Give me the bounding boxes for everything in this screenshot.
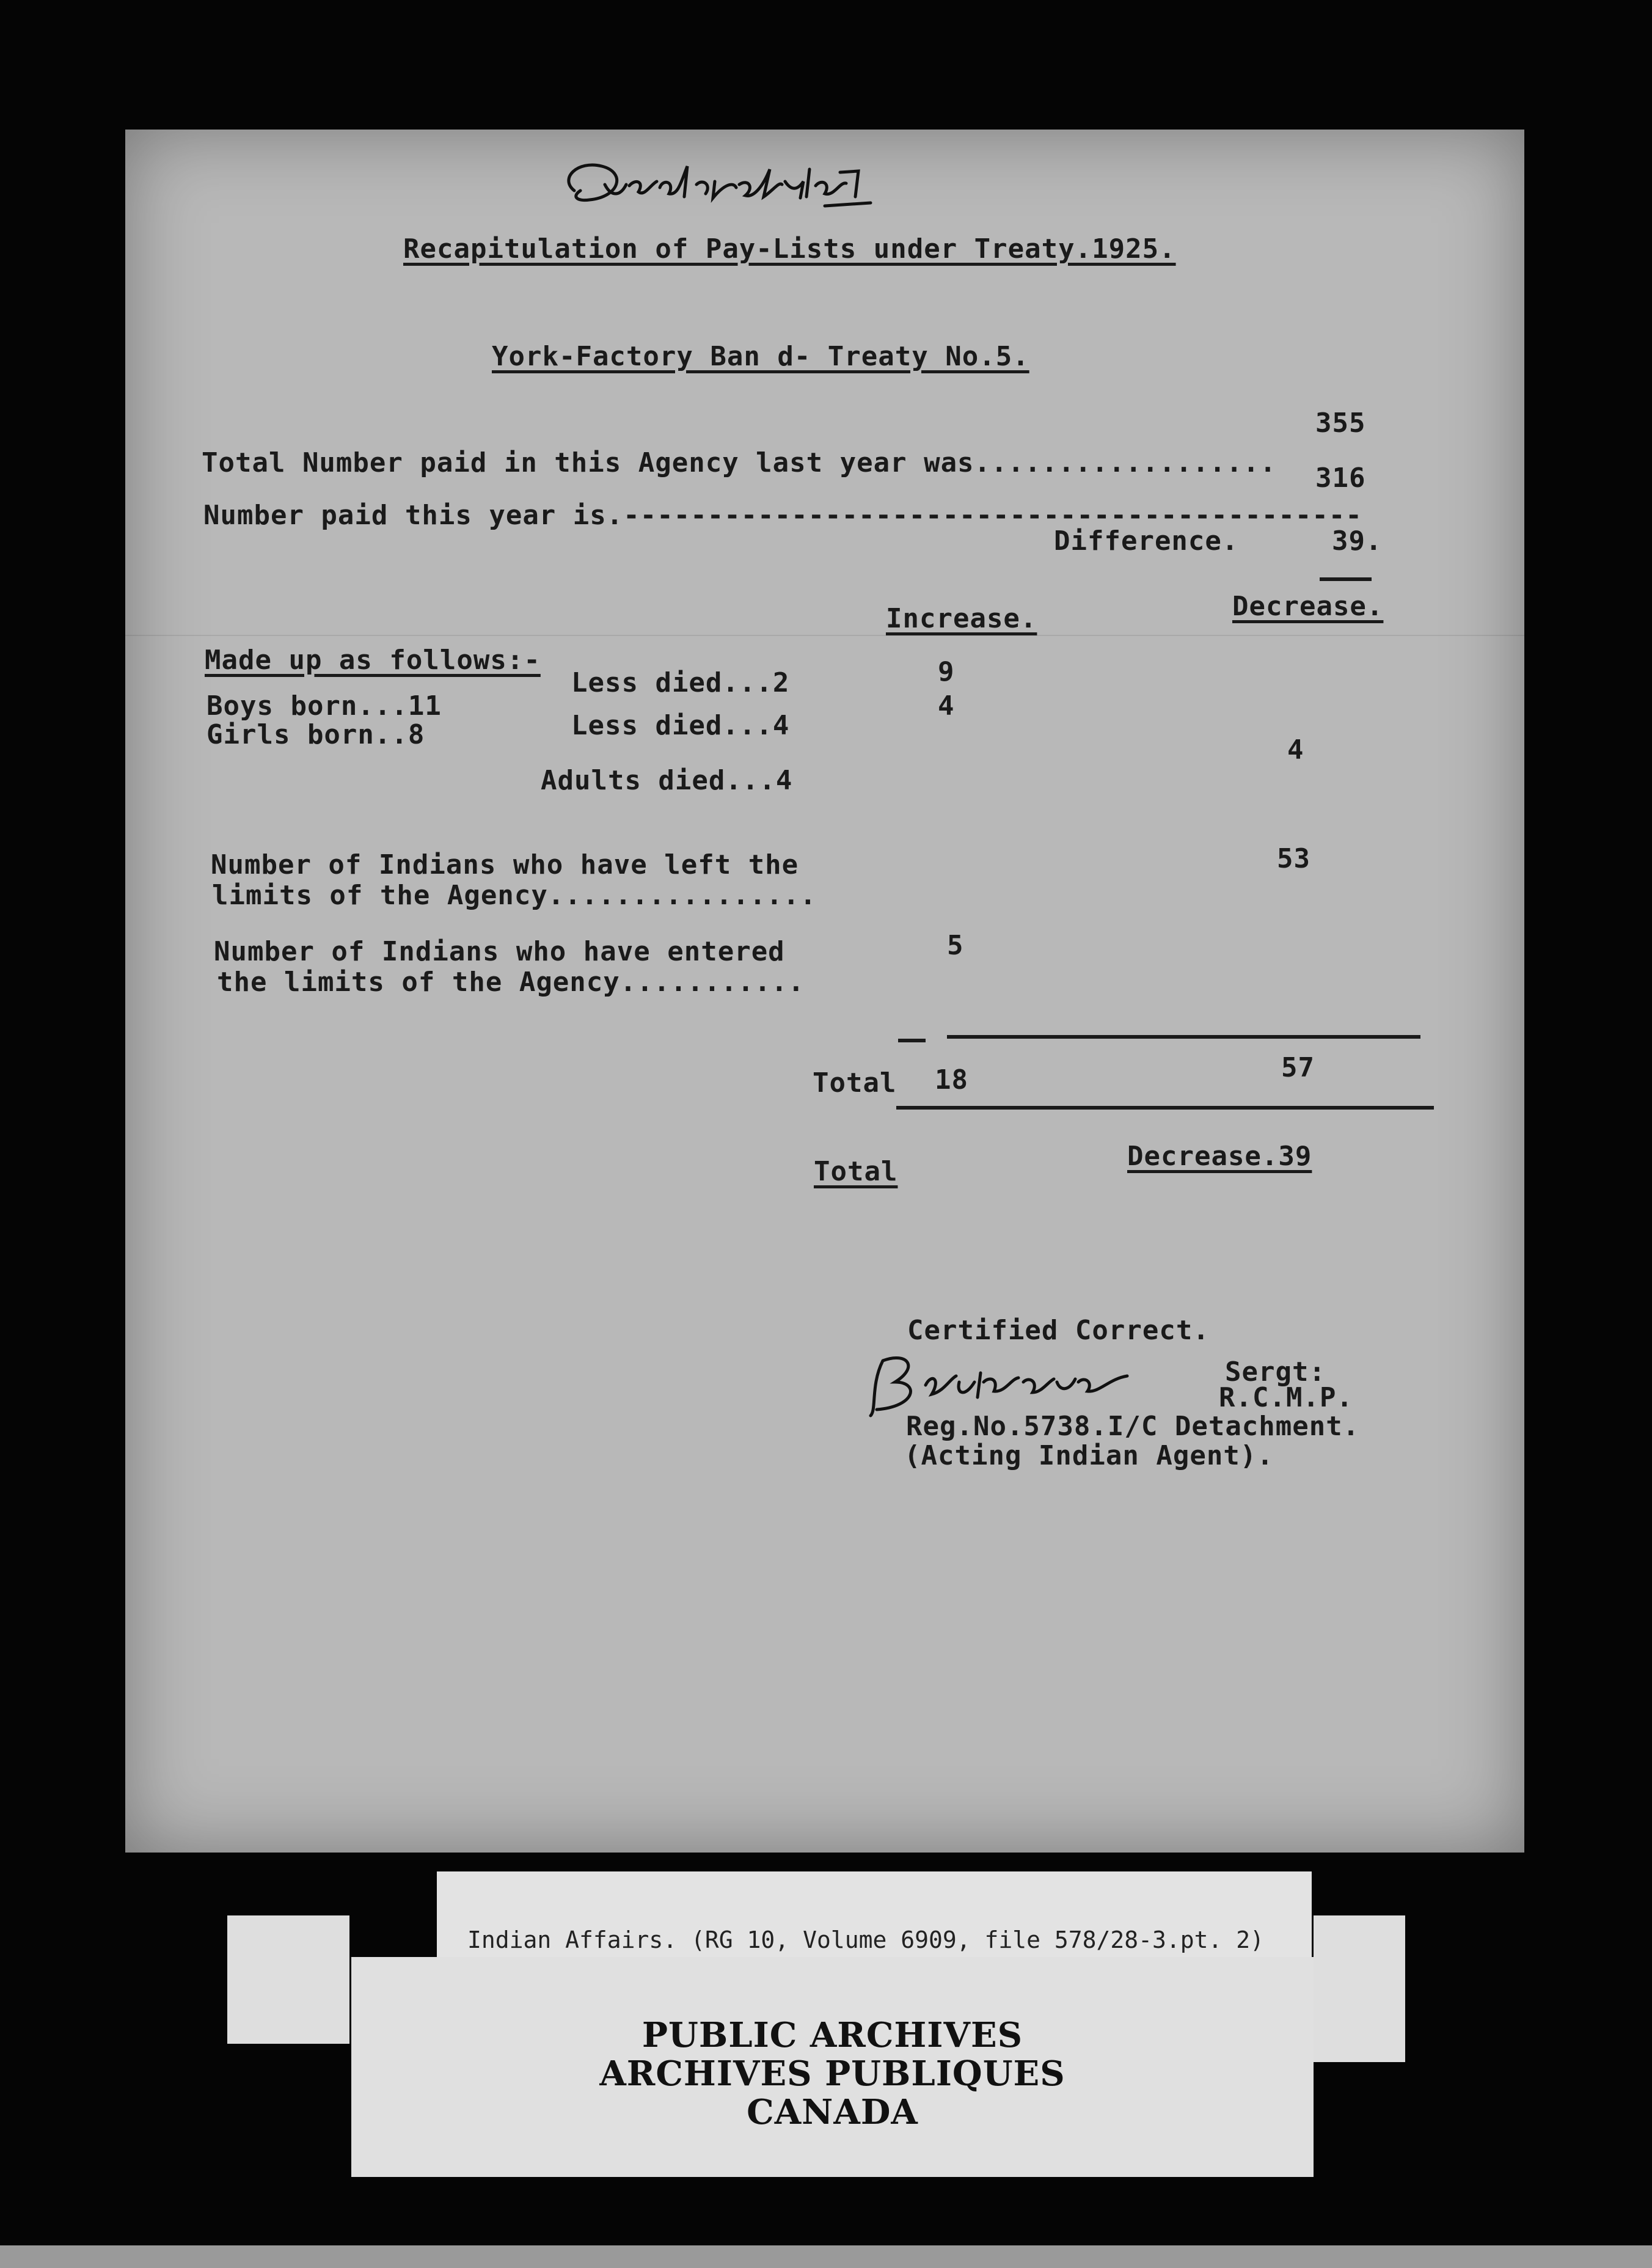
document-page — [125, 130, 1524, 1853]
girls-born: Girls born..8 — [206, 719, 425, 750]
this-year-value: 316 — [1315, 463, 1366, 494]
grand-total-rule — [896, 1106, 1434, 1110]
difference-value: 39. — [1332, 525, 1383, 557]
archive-stamp — [351, 1957, 1314, 2177]
left-agency-line2: limits of the Agency................ — [212, 880, 817, 911]
stamp-line-3: CANADA — [747, 2092, 918, 2132]
left-agency-decrease: 53 — [1277, 843, 1310, 874]
increase-total-rule-left — [898, 1039, 926, 1042]
boys-less-died: Less died...2 — [571, 667, 790, 698]
document-subtitle: York-Factory Ban d- Treaty No.5. — [492, 341, 1029, 372]
certified-correct: Certified Correct. — [907, 1315, 1210, 1346]
boys-increase: 9 — [938, 656, 955, 687]
adults-decrease: 4 — [1287, 734, 1304, 766]
total-last-year-label: Total Number paid in this Agency last year was.................. — [202, 447, 1277, 478]
total-last-year-value: 355 — [1315, 408, 1366, 439]
girls-less-died: Less died...4 — [571, 710, 790, 741]
entered-agency-increase: 5 — [947, 930, 964, 961]
scan-bottom-strip — [0, 2245, 1652, 2268]
force: R.C.M.P. — [1219, 1382, 1353, 1413]
decrease-header: Decrease. — [1232, 591, 1384, 622]
boys-born: Boys born...11 — [206, 690, 442, 722]
stamp-tab-right — [1314, 1915, 1405, 2062]
this-year-label: Number paid this year is.-------------------------------------------- — [203, 500, 1362, 531]
stamp-line-2: ARCHIVES PUBLIQUES — [599, 2054, 1065, 2094]
difference-rule — [1320, 577, 1372, 581]
document-title: Recapitulation of Pay-Lists under Treaty.1925. — [403, 233, 1176, 265]
archive-reference-slip — [437, 1871, 1312, 1957]
total-decrease: 57 — [1281, 1052, 1315, 1083]
archive-reference: Indian Affairs. (RG 10, Volume 6909, file 578/28-3.pt. 2) — [467, 1926, 1265, 1953]
girls-increase: 4 — [938, 690, 955, 722]
made-up-label: Made up as follows:- — [205, 645, 541, 676]
difference-label: Difference. — [1054, 525, 1239, 557]
left-agency-line1: Number of Indians who have left the — [211, 849, 799, 880]
registration-number: Reg.No.5738.I/C Detachment. — [906, 1411, 1360, 1442]
increase-header: Increase. — [886, 603, 1037, 634]
handwritten-header — [553, 148, 883, 215]
stamp-tab-left — [227, 1915, 349, 2044]
rank: Sergt: — [1225, 1356, 1326, 1388]
totals-rule — [947, 1035, 1420, 1039]
final-total-label: Total — [814, 1156, 898, 1187]
total-label: Total — [813, 1067, 897, 1099]
stamp-line-1: PUBLIC ARCHIVES — [641, 2015, 1023, 2055]
entered-agency-line2: the limits of the Agency........... — [217, 967, 805, 998]
entered-agency-line1: Number of Indians who have entered — [214, 936, 785, 967]
acting-indian-agent: (Acting Indian Agent). — [904, 1440, 1274, 1471]
adults-died: Adults died...4 — [541, 765, 793, 796]
page-fold — [125, 635, 1524, 636]
total-increase: 18 — [935, 1064, 968, 1096]
final-decrease: Decrease.39 — [1127, 1141, 1312, 1172]
